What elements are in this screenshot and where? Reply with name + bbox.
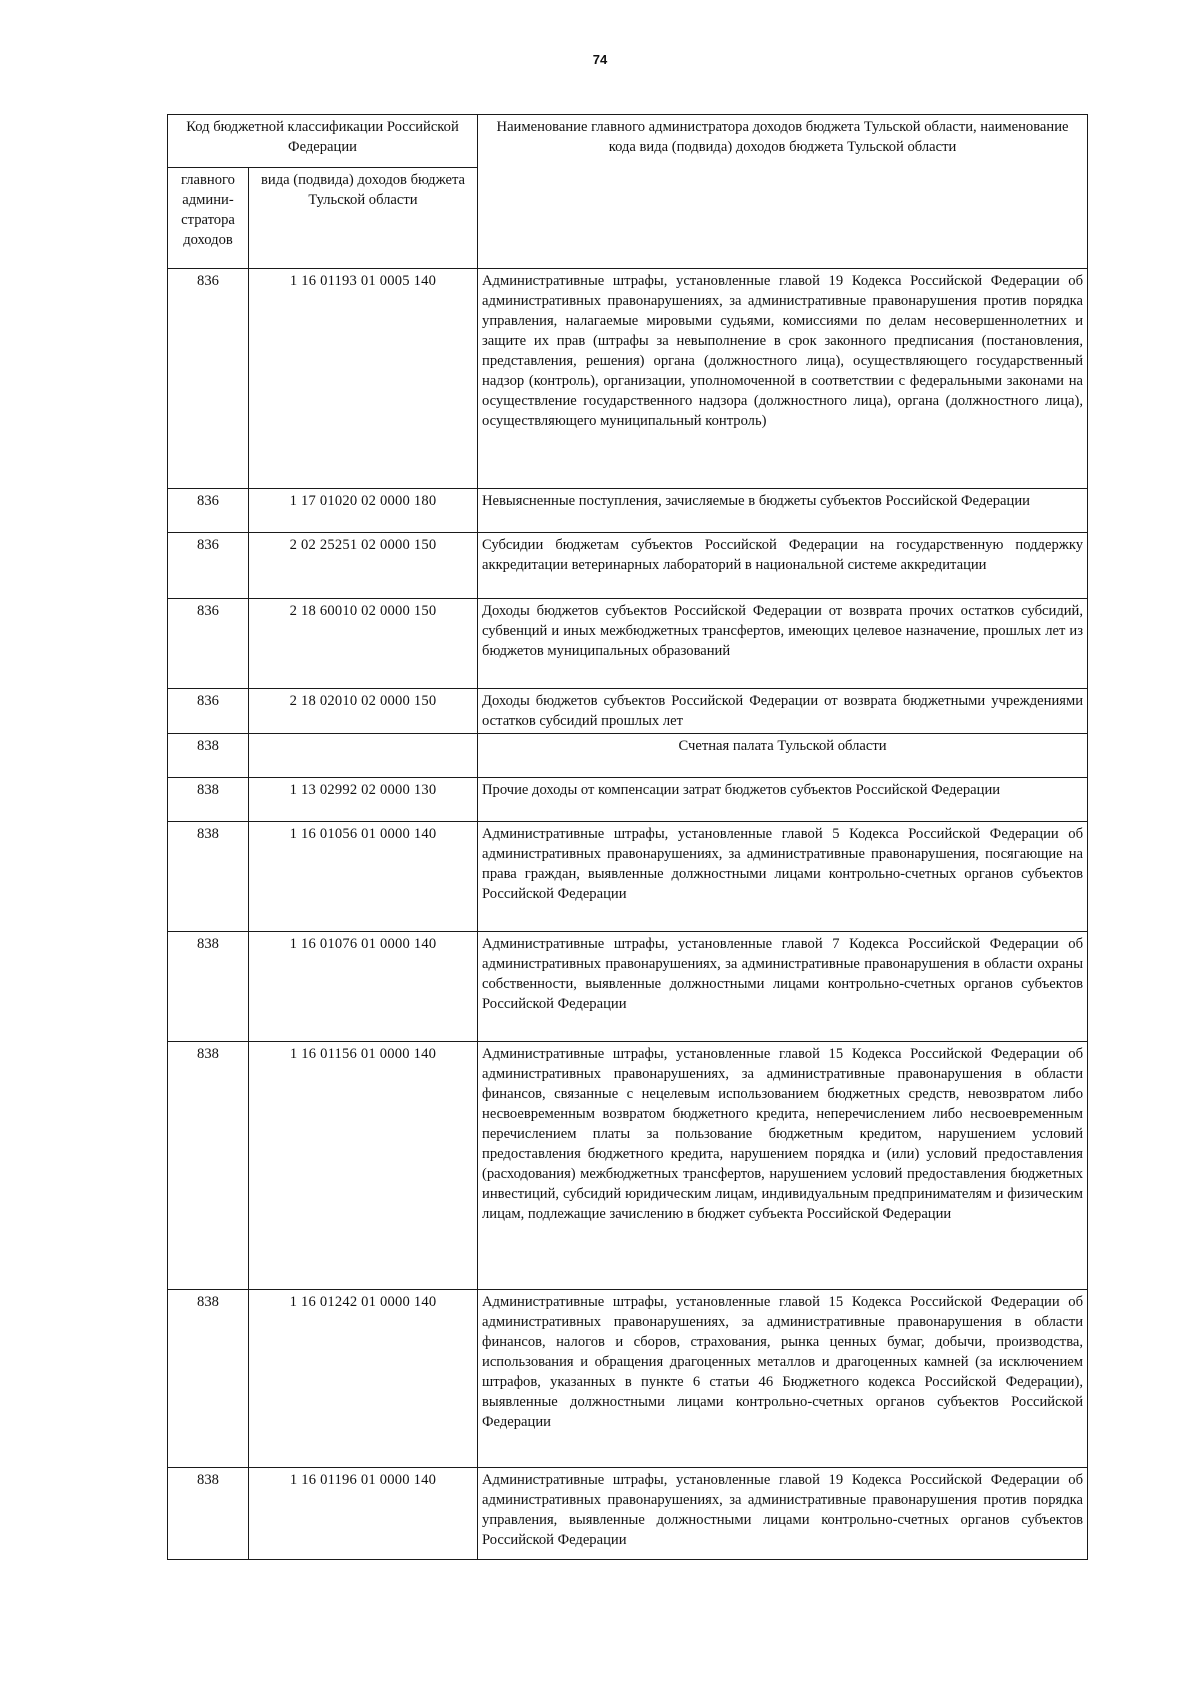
income-description: Доходы бюджетов субъектов Российской Федерации от возврата бюджетными учреждениями остатков субсидий прошлых лет (478, 689, 1088, 734)
admin-code: 838 (168, 1468, 249, 1560)
admin-code: 836 (168, 489, 249, 533)
table-row (168, 269, 1088, 489)
income-code: 1 16 01056 01 0000 140 (249, 822, 478, 932)
income-code: 1 13 02992 02 0000 130 (249, 778, 478, 822)
income-code: 2 18 60010 02 0000 150 (249, 599, 478, 689)
income-description: Прочие доходы от компенсации затрат бюджетов субъектов Российской Федерации (478, 778, 1088, 822)
admin-code: 836 (168, 689, 249, 734)
page-number: 74 (592, 52, 608, 67)
header-main-administrator: главного админи- стратора доходов (168, 168, 249, 269)
table-row (168, 1468, 1088, 1560)
admin-code: 838 (168, 1290, 249, 1468)
admin-code: 838 (168, 1042, 249, 1290)
income-description: Административные штрафы, установленные главой 7 Кодекса Российской Федерации об административных правонарушениях, за административные правонарушения в области охраны собственности, выявленные должностными лицами контрольно-счетных органов субъектов Российской Федерации (478, 932, 1088, 1042)
administrator-section-title: Счетная палата Тульской области (478, 734, 1088, 778)
header-income-kind: вида (подвида) доходов бюджета Тульской области (249, 168, 478, 269)
admin-code: 836 (168, 269, 249, 489)
header-administrator-name: Наименование главного администратора доходов бюджета Тульской области, наименование кода вида (подвида) доходов бюджета Тульской области (478, 115, 1088, 269)
admin-code: 838 (168, 822, 249, 932)
income-code: 2 02 25251 02 0000 150 (249, 533, 478, 599)
table-header-row (168, 115, 1088, 168)
income-description: Доходы бюджетов субъектов Российской Федерации от возврата прочих остатков субсидий, субвенций и иных межбюджетных трансфертов, имеющих целевое назначение, прошлых лет из бюджетов муниципальных образований (478, 599, 1088, 689)
income-code: 1 16 01076 01 0000 140 (249, 932, 478, 1042)
admin-code: 838 (168, 932, 249, 1042)
admin-code: 838 (168, 778, 249, 822)
table-row (168, 932, 1088, 1042)
table-row (168, 822, 1088, 932)
table-row-section (168, 734, 1088, 778)
income-code: 1 16 01193 01 0005 140 (249, 269, 478, 489)
income-code: 2 18 02010 02 0000 150 (249, 689, 478, 734)
income-code: 1 16 01156 01 0000 140 (249, 1042, 478, 1290)
income-code: 1 17 01020 02 0000 180 (249, 489, 478, 533)
table-row (168, 778, 1088, 822)
table-row (168, 1290, 1088, 1468)
admin-code: 838 (168, 734, 249, 778)
header-classification-code: Код бюджетной классификации Российской Федерации (168, 115, 478, 168)
admin-code: 836 (168, 599, 249, 689)
income-code: 1 16 01242 01 0000 140 (249, 1290, 478, 1468)
table-row (168, 1042, 1088, 1290)
income-code: 1 16 01196 01 0000 140 (249, 1468, 478, 1560)
income-description: Административные штрафы, установленные главой 19 Кодекса Российской Федерации об административных правонарушениях, за административные правонарушения против порядка управления, налагаемые мировыми судьями, комиссиями по делам несовершеннолетних и защите их прав (штрафы за невыполнение в срок законного предписания (постановления, представления, решения) органа (должностного лица), осуществляющего государственный надзор (контроль), организации, уполномоченной в соответствии с федеральными законами на осуществление государственного надзора (должностного лица), органа (должностного лица), осуществляющего муниципальный контроль) (478, 269, 1088, 489)
budget-classification-table (167, 114, 1088, 1560)
table-row (168, 533, 1088, 599)
income-description: Административные штрафы, установленные главой 5 Кодекса Российской Федерации об административных правонарушениях, за административные правонарушения, посягающие на права граждан, выявленные должностными лицами контрольно-счетных органов субъектов Российской Федерации (478, 822, 1088, 932)
income-description: Административные штрафы, установленные главой 15 Кодекса Российской Федерации об административных правонарушениях, за административные правонарушения в области финансов, связанные с нецелевым использованием бюджетных средств, невозвратом либо несвоевременным возвратом бюджетного кредита, неперечислением либо несвоевременным перечислением платы за пользование бюджетным кредитом, нарушением условий предоставления бюджетного кредита, нарушением порядка и (или) условий предоставления (расходования) межбюджетных трансфертов, нарушением условий предоставления бюджетных инвестиций, субсидий юридическим лицам, индивидуальным предпринимателям и физическим лицам, подлежащие зачислению в бюджет субъекта Российской Федерации (478, 1042, 1088, 1290)
income-description: Административные штрафы, установленные главой 15 Кодекса Российской Федерации об административных правонарушениях, за административные правонарушения в области финансов, налогов и сборов, страхования, рынка ценных бумаг, добычи, производства, использования и обращения драгоценных металлов и драгоценных камней (за исключением штрафов, указанных в пункте 6 статьи 46 Бюджетного кодекса Российской Федерации), выявленные должностными лицами контрольно-счетных органов субъектов Российской Федерации (478, 1290, 1088, 1468)
table-row (168, 689, 1088, 734)
income-description: Административные штрафы, установленные главой 19 Кодекса Российской Федерации об административных правонарушениях, за административные правонарушения против порядка управления, выявленные должностными лицами контрольно-счетных органов субъектов Российской Федерации (478, 1468, 1088, 1560)
table-row (168, 599, 1088, 689)
income-code (249, 734, 478, 778)
table-row (168, 489, 1088, 533)
income-description: Невыясненные поступления, зачисляемые в бюджеты субъектов Российской Федерации (478, 489, 1088, 533)
income-description: Субсидии бюджетам субъектов Российской Федерации на государственную поддержку аккредитации ветеринарных лабораторий в национальной системе аккредитации (478, 533, 1088, 599)
admin-code: 836 (168, 533, 249, 599)
